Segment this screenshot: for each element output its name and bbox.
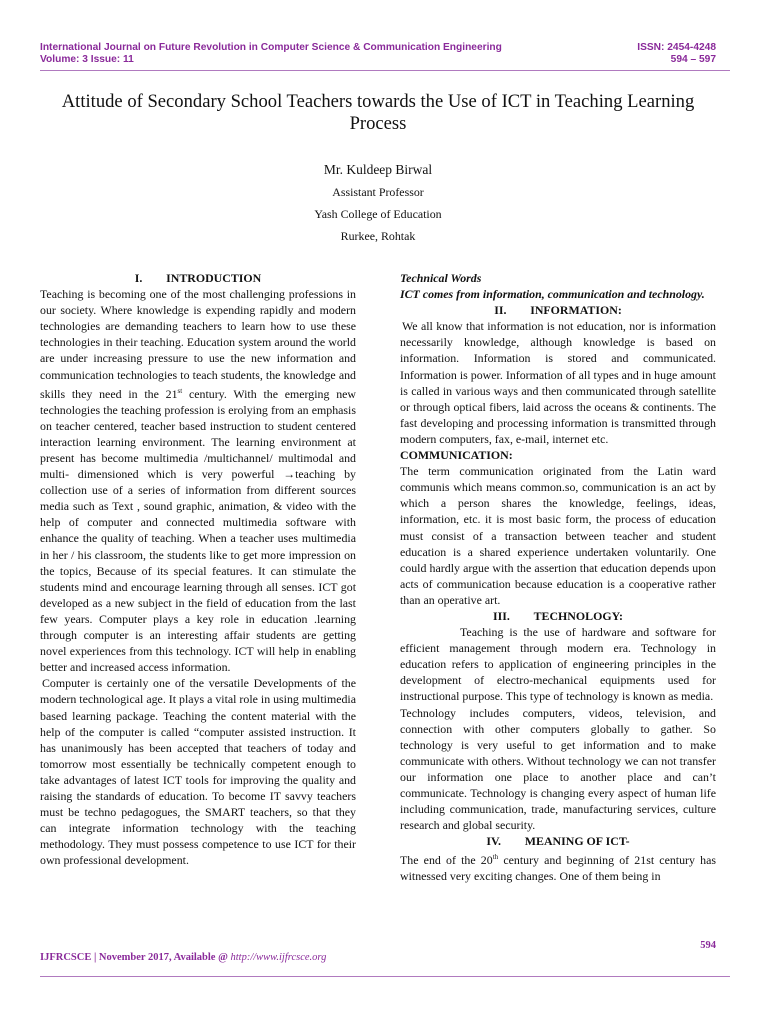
author-name: Mr. Kuldeep Birwal bbox=[323, 162, 433, 177]
right-column bbox=[400, 270, 716, 885]
journal-volume: Volume: 3 Issue: 11 bbox=[40, 54, 134, 65]
author-role: Assistant Professor bbox=[332, 185, 424, 199]
footer-date: | November 2017, Available @ bbox=[91, 952, 231, 963]
journal-issn: ISSN: 2454-4248 bbox=[637, 42, 716, 53]
section-heading-information: II. INFORMATION: bbox=[494, 303, 622, 318]
subheading-communication: COMMUNICATION: bbox=[400, 448, 513, 463]
technology-paragraph-2: Technology includes computers, videos, television, and connection with other computers globally to gather. So technology is very useful to get information and to make communicate with others. Without technology we can not transfer our information one place to another place and can’t communicate. Technology is changing every aspect of human life including communication, trade, manufacturing services, culture research and global security. bbox=[400, 705, 716, 833]
journal-pages: 594 – 597 bbox=[670, 54, 716, 65]
section-heading-technology: III. TECHNOLOGY: bbox=[492, 608, 624, 623]
technology-paragraph-1: Teaching is the use of hardware and software for efficient management through modern era. Technology in education refers to application of engineering principles in the development of electro-mechanical equipments used for instructional purpose. This type of technology is known as media. bbox=[400, 625, 716, 704]
meaning-paragraph bbox=[400, 849, 716, 884]
footer-url-link[interactable]: http://www.ijfrcsce.org bbox=[230, 952, 327, 963]
author-location: Rurkee, Rohtak bbox=[340, 229, 416, 243]
section-heading-meaning-of-ict: IV. MEANING OF ICT- bbox=[486, 834, 630, 849]
technical-words-definition: ICT comes from information, communication and technology. bbox=[400, 287, 705, 302]
page-number: 594 bbox=[700, 940, 716, 951]
meaning-paragraph-continuation: century and beginning of 21st century has witnessed very exciting changes. One of them being in bbox=[400, 853, 716, 884]
intro-paragraph-1 bbox=[40, 286, 356, 675]
author-institution: Yash College of Education bbox=[314, 207, 442, 221]
meaning-superscript: th bbox=[492, 853, 499, 862]
footer-citation bbox=[40, 952, 326, 963]
intro-paragraph-2: Computer is certainly one of the versatile Developments of the modern technological age. It plays a vital role in using multimedia based learning package. Teaching the content material with the help of the computer is called “computer assisted instruction. It has unanimously has been accepted that teachers of today and tomorrow most essentially be technically competent enough to take advantages of latest ICT tools for improving the quality and raising the standards of education. To become IT savvy teachers must be techno pedagogues, the SMART teachers, so that they can integrate information technology with the teaching methodology. They must possess competence to use ICT for their own professional development. bbox=[40, 676, 357, 868]
header-rule bbox=[40, 70, 730, 71]
meaning-paragraph-text: The end of the 20 bbox=[400, 853, 493, 868]
technical-words-label: Technical Words bbox=[400, 271, 482, 285]
communication-paragraph: The term communication originated from the Latin ward communis which means common.so, communication is an act by which a person shares the knowledge, feelings, ideas, information, etc. it is most basic form, the process of education must consist of a transaction between teacher and student education is a shared experience undertaken voluntarily. One could hardly argue with the assertion that education depends upon acts of communication because education is a cooperative rather than an operative art. bbox=[400, 464, 716, 607]
paper-title: Attitude of Secondary School Teachers towards the Use of ICT in Teaching Learning Process bbox=[61, 91, 695, 134]
information-paragraph: We all know that information is not education, nor is information necessarily knowledge, although knowledge is based on information. Information is stored and communicated. Information is power. Information of all types and in huge amount is called in various ways and then communicated through satellite or through optical fibers, laid across the oceans & continents. The fast developing and processing information is transmitted through modern computers, fax, e-mail, internet etc. bbox=[400, 319, 716, 446]
intro-paragraph-1-text: Teaching is becoming one of the most challenging professions in our society. Where knowledge is expending rapidly and modern technologies are demanding teachers to learn how to use these technologies in their teaching. Education system around the world are under increasing pressure to use the new information and communication technologies to teach students, the knowledge and skills they need in the 21 bbox=[40, 287, 356, 401]
left-column bbox=[40, 270, 356, 868]
footer-journal-abbr: IJFRCSCE bbox=[40, 952, 92, 963]
intro-paragraph-1-continuation: century. With the emerging new technologies the teaching profession is erolying from an emphasis on teacher centered, teacher based instruction to student centered interaction learning environment. The learning environment at present has become multimedia /multichannel/ multimodal and multi- dimensioned which is very powerful →teaching by collection use of a series of information from different sources media such as Text , sound graphic, animation, & video with the help of computer and connected multimedia software with enhance the quality of teaching. When a teacher uses multimedia in her / his classroom, the students like to get more impression on the topics, Because of its special features. It can stimulate the students mind and encourage learning through all senses. ICT got developed as a new subject in the field of education from the last few years. Computer plays a key role in education .learning through computer is an interesting affair students are getting novel experiences from this technology. ICT will help in enabling better and increased access information. bbox=[40, 386, 356, 675]
section-heading-introduction: I. INTRODUCTION bbox=[134, 271, 262, 285]
century-superscript: st bbox=[177, 386, 183, 395]
journal-name: International Journal on Future Revolution in Computer Science & Communication Engineering bbox=[40, 42, 502, 53]
footer-rule bbox=[40, 976, 730, 977]
